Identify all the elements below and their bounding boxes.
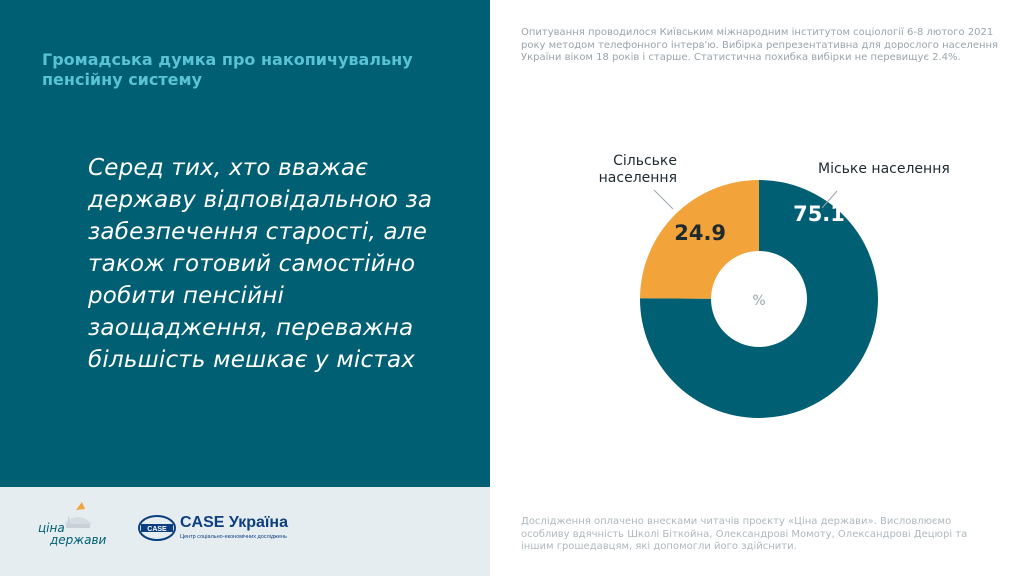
source-note: Опитування проводилося Київським міжнародним інститутом соціології 6-8 лютого 2021 року методом телефонного інтерв'ю. Вибірка репрезентативна для дорослого населення України віком 18 років і старше. Статистична похибка вибірки не перевищує 2.4%.: [521, 27, 999, 63]
donut-chart: [560, 140, 1000, 440]
value-label-rural: 24.9: [674, 220, 727, 245]
footer-note: Дослідження оплачено внесками читачів проєкту «Ціна держави». Висловлюємо особливу вдячність Школі Біткойна, Олександрові Момоту, Олександрові Децюрі та іншим грошедавцям, які допомогли його здійснити.: [521, 516, 968, 552]
case-logo-icon: [138, 514, 176, 542]
category-label-rural-line2: населення: [598, 170, 677, 186]
case-mark-text: CASE: [147, 526, 167, 533]
category-label-rural-line1: Сільське: [613, 153, 677, 169]
rural-leader-line: [654, 190, 673, 209]
value-label-urban: 75.1: [793, 202, 845, 226]
quote-text: Серед тих, хто вважає державу відповідальною за забезпечення старості, але також готовий самостійно робити пенсійні заощадження, переважна більшість мешкає у містах: [88, 155, 433, 373]
case-logo-subtitle: Центр соціально-економічних досліджень: [180, 534, 287, 540]
cina-logo-line1: ціна: [38, 521, 65, 535]
case-logo-title: CASE Україна: [180, 514, 288, 531]
slide-title: Громадська думка про накопичувальну пенсійну систему: [42, 50, 413, 89]
cina-logo-line2: держави: [50, 533, 107, 547]
unit-label: %: [752, 293, 766, 309]
category-label-urban: Міське населення: [818, 161, 950, 177]
